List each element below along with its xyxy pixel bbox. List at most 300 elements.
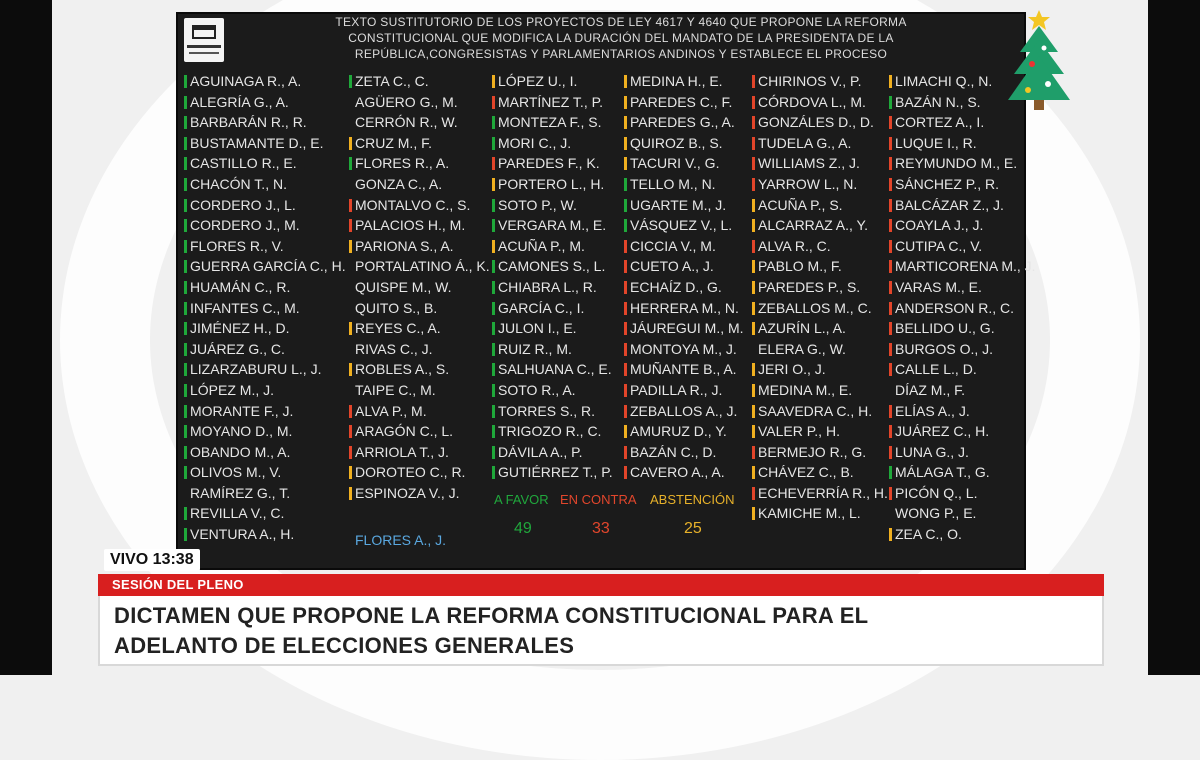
congressmember-name: KAMICHE M., L. [758,505,861,522]
congressmember-name: ALEGRÍA G., A. [190,93,289,110]
congressmember-name: CUTIPA C., V. [895,237,983,254]
congressmember-entry [624,401,744,422]
congressmember-name: RIVAS C., J. [355,340,433,357]
congressmember-name: CHIRINOS V., P. [758,73,862,89]
congressmember-name: VÁSQUEZ V., L. [630,217,733,234]
vote-indicator [349,322,352,335]
vote-indicator [752,487,755,500]
congressmember-entry [752,339,888,360]
congressmember-entry [184,503,346,524]
vote-indicator [492,116,495,129]
vote-indicator [492,137,495,150]
congressmember-name: ACUÑA P., M. [498,237,585,254]
congressmember-name: CHACÓN T., N. [190,175,287,192]
congressmember-entry [752,401,888,422]
congressmember-entry [624,298,744,319]
vote-indicator [752,302,755,315]
congressmember-entry [492,153,613,174]
vote-indicator [349,199,352,212]
congressmember-entry [752,174,888,195]
congressmember-entry [184,401,346,422]
congressmember-name: LÓPEZ M., J. [190,381,275,398]
congressmember-entry [184,236,346,257]
congressmember-name: TUDELA G., A. [758,134,852,151]
vote-indicator [349,219,352,232]
congressmember-name: MEDINA H., E. [630,73,723,89]
vote-indicator [492,384,495,397]
congressmember-entry [624,236,744,257]
vote-indicator [492,343,495,356]
congressmember-entry [349,277,490,298]
vote-indicator [752,343,755,356]
vote-indicator [889,322,892,335]
abstention-count: 25 [684,520,702,537]
congressmember-name: VARAS M., E. [895,278,982,295]
vote-indicator [752,405,755,418]
vote-indicator [752,178,755,191]
congressmember-name: GONZA C., A. [355,175,443,192]
congressmember-name: PABLO M., F. [758,258,842,275]
congressmember-entry [349,318,490,339]
congressmember-entry [752,483,888,504]
vote-indicator [889,507,892,520]
vote-indicator [752,466,755,479]
congressmember-entry [184,339,346,360]
vote-indicator [184,281,187,294]
vote-indicator [624,302,627,315]
congressmember-name: SOTO P., W. [498,196,577,213]
congressmember-entry [889,380,1036,401]
vote-indicator [752,219,755,232]
congressmember-name: RAMÍREZ G., T. [190,484,291,501]
congressmember-entry [752,298,888,319]
congressmember-name: VENTURA A., H. [190,526,295,543]
congressmember-name: ECHAÍZ D., G. [630,278,722,295]
vote-indicator [184,507,187,520]
congressmember-name: CHÁVEZ C., B. [758,464,854,481]
congressmember-name: WONG P., E. [895,505,977,522]
headline-line-1: DICTAMEN QUE PROPONE LA REFORMA CONSTITUCIONAL PARA EL [114,603,869,628]
congressmember-entry [184,112,346,133]
congressmember-name: AZURÍN L., A. [758,320,846,337]
congressmember-name: ECHEVERRÍA R., H. [758,484,888,501]
vote-indicator [184,384,187,397]
favor-count: 49 [514,520,532,537]
vote-indicator [889,137,892,150]
vote-indicator [889,302,892,315]
vote-indicator [889,178,892,191]
congressmember-name: COAYLA J., J. [895,217,984,234]
congressmember-name: ELÍAS A., J. [895,402,970,419]
vote-indicator [752,75,755,88]
congressmember-name: OBANDO M., A. [190,443,291,460]
congressmember-name: MONTALVO C., S. [355,196,471,213]
vote-indicator [492,425,495,438]
vote-indicator [624,96,627,109]
congressmember-name: JUÁREZ G., C. [190,340,285,357]
congressmember-entry [492,298,613,319]
headline-line-2: ADELANTO DE ELECCIONES GENERALES [114,633,575,658]
vote-indicator [349,260,352,273]
congressmember-name: ZETA C., C. [355,73,429,89]
vote-indicator [349,137,352,150]
congressmember-name: CORDERO J., L. [190,196,296,213]
vote-indicator [349,343,352,356]
congressmember-name: GUERRA GARCÍA C., H. [190,258,346,275]
congressmember-entry [752,92,888,113]
congressmember-name: REYES C., A. [355,320,441,337]
congressmember-entry [492,380,613,401]
congressmember-entry [752,153,888,174]
vote-indicator [752,96,755,109]
congressmember-entry [492,359,613,380]
congressmember-name: ALVA P., M. [355,402,427,419]
vote-indicator [492,157,495,170]
vote-indicator [492,405,495,418]
congressmember-entry [752,503,888,524]
congressmember-name: JÁUREGUI M., M. [630,320,744,337]
congressmember-entry [624,71,744,92]
congressmember-name: VALER P., H. [758,423,840,440]
congressmember-entry [492,318,613,339]
congressmember-name: QUITO S., B. [355,299,438,316]
congressmember-entry [492,215,613,236]
congressmember-name: BALCÁZAR Z., J. [895,196,1004,213]
congressmember-name: ALVA R., C. [758,237,831,254]
congressmember-entry [184,359,346,380]
congressmember-name: TRIGOZO R., C. [498,423,602,440]
vote-indicator [184,405,187,418]
congressmember-entry [349,359,490,380]
congressmember-entry [624,215,744,236]
vote-indicator [349,405,352,418]
vote-indicator [889,405,892,418]
congressmember-name: CORDERO J., M. [190,217,300,234]
vote-indicator [889,384,892,397]
congressmember-entry [492,401,613,422]
congressmember-name: TELLO M., N. [630,175,716,192]
congressmember-entry [752,215,888,236]
vote-indicator [752,446,755,459]
congressmember-entry [492,71,613,92]
congressmember-entry [889,236,1036,257]
footer-name [349,530,446,551]
congressmember-name: OLIVOS M., V. [190,464,282,481]
congressmember-name: BERMEJO R., G. [758,443,867,460]
vote-indicator [889,363,892,376]
vote-indicator [624,281,627,294]
congressmember-entry [889,153,1036,174]
congressmember-entry [752,318,888,339]
congressmember-name: UGARTE M., J. [630,196,727,213]
vote-indicator [492,363,495,376]
congressmember-entry [184,483,346,504]
left-black-border [0,0,52,675]
congressmember-name: SALHUANA C., E. [498,361,612,378]
congressmember-entry [889,298,1036,319]
congressmember-entry [624,318,744,339]
congressmember-entry [889,401,1036,422]
vote-indicator [492,240,495,253]
congressmember-name: MORI C., J. [498,134,572,151]
congressmember-entry [184,195,346,216]
congressmember-name: WILLIAMS Z., J. [758,155,860,172]
congressmember-name: AGÜERO G., M. [355,93,458,110]
congressmember-entry [184,380,346,401]
congressmember-entry [349,442,490,463]
name-column-5 [752,71,888,524]
congressmember-entry [624,277,744,298]
name-column-2 [349,71,490,503]
vote-indicator [624,199,627,212]
vote-indicator [349,363,352,376]
congressmember-entry [752,112,888,133]
footer-name-text: FLORES A., J. [355,532,447,548]
vote-indicator [184,96,187,109]
vote-indicator [624,137,627,150]
congressmember-name: ANDERSON R., C. [895,299,1015,316]
congressmember-name: MÁLAGA T., G. [895,464,990,481]
congressmember-entry [889,112,1036,133]
congressmember-entry [492,112,613,133]
congressmember-name: CICCIA V., M. [630,237,716,254]
vote-indicator [184,116,187,129]
congressmember-name: MARTICORENA M., J. [895,258,1036,275]
congressmember-entry [752,236,888,257]
vote-indicator [492,322,495,335]
congressmember-entry [889,462,1036,483]
vote-indicator [184,260,187,273]
congressmember-entry [889,421,1036,442]
header-line: REPÚBLICA,CONGRESISTAS Y PARLAMENTARIOS ANDINOS Y ESTABLECE EL PROCESO [354,47,888,61]
abstention-label: ABSTENCIÓN [650,492,735,507]
congressmember-entry [349,174,490,195]
vote-indicator [889,528,892,541]
congressmember-name: PORTALATINO Á., K. [355,258,490,275]
vote-indicator [889,281,892,294]
congressmember-entry [349,195,490,216]
congressmember-name: ARRIOLA T., J. [355,443,449,460]
congressmember-name: REYMUNDO M., E. [895,155,1018,172]
congressmember-name: PADILLA R., J. [630,381,723,398]
congressmember-name: SÁNCHEZ P., R. [895,175,999,192]
vote-indicator [889,466,892,479]
congressmember-entry [349,462,490,483]
congressmember-name: FLORES R., V. [190,237,284,254]
congressmember-name: ESPINOZA V., J. [355,484,460,501]
vote-indicator [349,178,352,191]
vote-indicator [624,466,627,479]
vote-indicator [349,466,352,479]
congressmember-entry [349,483,490,504]
congressmember-entry [184,442,346,463]
congressmember-entry [349,153,490,174]
congressmember-name: CAVERO A., A. [630,464,725,481]
header-line: CONSTITUCIONAL QUE MODIFICA LA DURACIÓN DEL MANDATO DE LA PRESIDENTA DE LA [348,31,894,45]
congressmember-entry [624,195,744,216]
congressmember-name: CASTILLO R., E. [190,155,297,172]
congressmember-entry [492,256,613,277]
vote-indicator [752,363,755,376]
vote-indicator [889,75,892,88]
vote-indicator [624,157,627,170]
congressmember-entry [184,133,346,154]
congressmember-entry [184,462,346,483]
vote-indicator [624,260,627,273]
congressmember-name: LIZARZABURU L., J. [190,361,322,378]
vote-indicator [889,199,892,212]
vote-indicator [349,425,352,438]
congressmember-name: ZEBALLOS A., J. [630,402,738,419]
congressmember-name: PARIONA S., A. [355,237,454,254]
congressmember-name: MEDINA M., E. [758,381,853,398]
congressmember-name: PICÓN Q., L. [895,484,978,501]
congressmember-name: YARROW L., N. [758,175,858,192]
vote-indicator [492,466,495,479]
congressmember-name: GUTIÉRREZ T., P. [498,464,613,481]
vote-indicator [624,405,627,418]
congressmember-entry [492,133,613,154]
congressmember-entry [492,174,613,195]
vote-indicator [624,363,627,376]
vote-indicator [492,302,495,315]
congressmember-name: LÓPEZ U., I. [498,73,578,89]
congressmember-name: ZEBALLOS M., C. [758,299,872,316]
congressmember-entry [624,359,744,380]
congressmember-name: TACURI V., G. [630,155,720,172]
congressmember-name: CALLE L., D. [895,361,977,378]
vote-indicator [889,116,892,129]
congressmember-name: TAIPE C., M. [355,381,436,398]
congressmember-entry [624,256,744,277]
vote-indicator [492,260,495,273]
board-header [238,14,1004,62]
congressmember-entry [889,277,1036,298]
congressmember-name: JERI O., J. [758,361,826,378]
congressmember-entry [492,236,613,257]
congressmember-entry [349,236,490,257]
vote-indicator [184,466,187,479]
congressmember-entry [624,380,744,401]
congressmember-entry [349,256,490,277]
congressmember-name: AGUINAGA R., A. [190,73,302,89]
congressmember-name: FLORES R., A. [355,155,450,172]
congressmember-entry [889,483,1036,504]
vote-indicator [349,116,352,129]
vote-indicator [624,219,627,232]
congressmember-name: BURGOS O., J. [895,340,994,357]
congressmember-entry [184,92,346,113]
congressmember-name: PAREDES P., S. [758,278,861,295]
congressmember-entry [492,421,613,442]
vote-indicator [889,425,892,438]
congressmember-entry [184,524,346,545]
right-black-border [1148,0,1200,675]
vote-indicator [349,446,352,459]
vote-indicator [492,75,495,88]
vote-indicator [184,75,187,88]
congressmember-name: MORANTE F., J. [190,402,294,419]
congressmember-name: SOTO R., A. [498,381,576,398]
congressmember-entry [889,503,1036,524]
congressmember-entry [752,195,888,216]
vote-indicator [184,528,187,541]
congressmember-name: BARBARÁN R., R. [190,114,307,131]
vote-indicator [349,281,352,294]
congressmember-entry [752,71,888,92]
congressmember-entry [492,195,613,216]
congressmember-name: GARCÍA C., I. [498,299,585,316]
congressmember-entry [752,133,888,154]
congressmember-name: MONTEZA F., S. [498,114,602,131]
congressmember-name: JUÁREZ C., H. [895,423,990,440]
congressmember-entry [492,339,613,360]
congressmember-name: PORTERO L., H. [498,175,605,192]
congressmember-name: BAZÁN N., S. [895,93,981,110]
congressmember-name: MUÑANTE B., A. [630,361,737,378]
congressmember-name: TORRES S., R. [498,402,595,419]
congressmember-entry [349,339,490,360]
vote-indicator [184,322,187,335]
congressmember-entry [624,421,744,442]
vote-indicator [752,260,755,273]
congressmember-entry [349,401,490,422]
congressmember-entry [349,71,490,92]
vote-indicator [492,446,495,459]
vote-indicator [752,322,755,335]
vote-indicator [349,302,352,315]
vote-indicator [349,157,352,170]
vote-indicator [624,116,627,129]
congressmember-name: PAREDES F., K. [498,155,600,172]
congressmember-entry [184,298,346,319]
congressmember-name: DOROTEO C., R. [355,464,466,481]
congressmember-name: CÓRDOVA L., M. [758,93,866,110]
congressmember-name: DÁVILA A., P. [498,443,583,460]
vote-indicator [624,240,627,253]
vote-indicator [889,157,892,170]
congressmember-entry [889,195,1036,216]
congressmember-name: JIMÉNEZ H., D. [190,320,290,337]
congressmember-name: LUQUE I., R. [895,134,977,151]
congressmember-entry [752,359,888,380]
congressmember-entry [349,133,490,154]
vote-indicator [349,240,352,253]
vote-indicator [184,446,187,459]
congressmember-name: SAAVEDRA C., H. [758,402,873,419]
congressmember-name: LUNA G., J. [895,443,969,460]
congressmember-name: QUISPE M., W. [355,278,452,295]
congressmember-entry [889,133,1036,154]
vote-indicator [349,96,352,109]
congressmember-name: MOYANO D., M. [190,423,293,440]
congressmember-name: JULON I., E. [498,320,577,337]
congressmember-entry [889,442,1036,463]
congressmember-name: BUSTAMANTE D., E. [190,134,324,151]
congressmember-name: ROBLES A., S. [355,361,450,378]
vote-indicator [752,199,755,212]
vote-indicator [752,240,755,253]
vote-indicator [184,240,187,253]
congressmember-name: HERRERA M., N. [630,299,739,316]
vote-indicator [889,343,892,356]
congressmember-entry [349,298,490,319]
congressmember-name: CRUZ M., F. [355,134,432,151]
congressmember-name: INFANTES C., M. [190,299,300,316]
vote-indicator [889,240,892,253]
vote-indicator [752,507,755,520]
vote-indicator [624,446,627,459]
